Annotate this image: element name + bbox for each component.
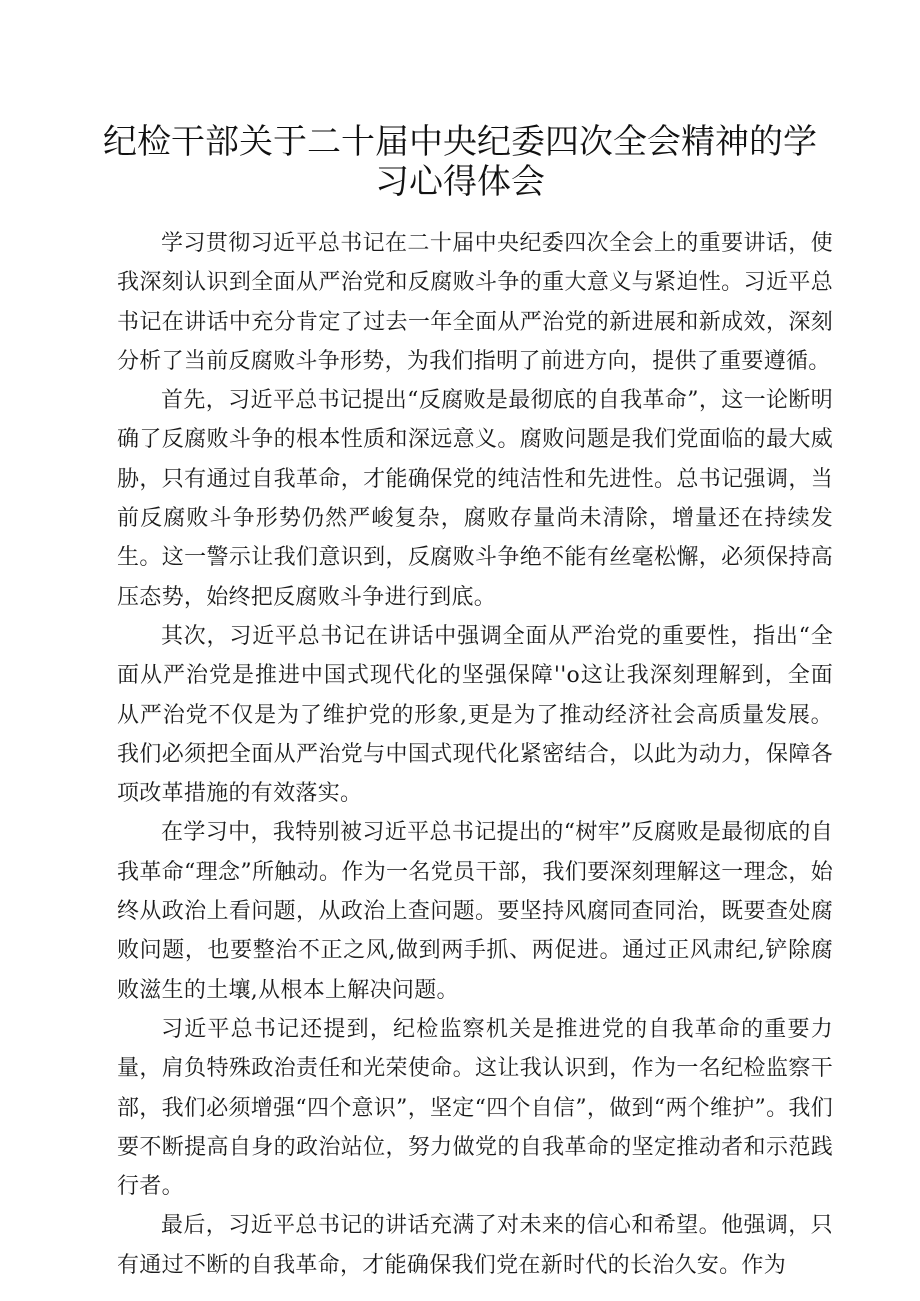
- paragraph: 最后，习近平总书记的讲话充满了对未来的信心和希望。他强调，只有通过不断的自我革命，才能确保我们党在新时代的长治久安。作为: [117, 1213, 833, 1278]
- document-title: 纪检干部关于二十届中央纪委四次全会精神的学习心得体会: [103, 122, 817, 202]
- paragraph: 其次，习近平总书记在讲话中强调全面从严治党的重要性，指出“全面从严治党是推进中国式现代化的坚强保障''o这让我深刻理解到，全面从严治党不仅是为了维护党的形象,更是为了推动经济社会高质量发展。我们必须把全面从严治党与中国式现代化紧密结合，以此为动力，保障各项改革措施的有效落实。: [117, 623, 833, 807]
- paragraph: 首先，习近平总书记提出“反腐败是最彻底的自我革命”，这一论断明确了反腐败斗争的根本性质和深远意义。腐败问题是我们党面临的最大威胁，只有通过自我革命，才能确保党的纯洁性和先进性。总书记强调，当前反腐败斗争形势仍然严峻复杂，腐败存量尚未清除，增量还在持续发生。这一警示让我们意识到，反腐败斗争绝不能有丝毫松懈，必须保持高压态势，始终把反腐败斗争进行到底。: [117, 388, 833, 610]
- document-body: [117, 224, 833, 1285]
- paragraph: 在学习中，我特别被习近平总书记提出的“树牢”反腐败是最彻底的自我革命“理念”所触动。作为一名党员干部，我们要深刻理解这一理念，始终从政治上看问题，从政治上查问题。要坚持风腐同查同治，既要查处腐败问题，也要整治不正之风,做到两手抓、两促进。通过正风肃纪,铲除腐败滋生的土壤,从根本上解决问题。: [117, 820, 833, 1003]
- paragraph: 学习贯彻习近平总书记在二十届中央纪委四次全会上的重要讲话，使我深刻认识到全面从严治党和反腐败斗争的重大意义与紧迫性。习近平总书记在讲话中充分肯定了过去一年全面从严治党的新进展和新成效，深刻分析了当前反腐败斗争形势，为我们指明了前进方向，提供了重要遵循。: [117, 231, 833, 374]
- paragraph: 习近平总书记还提到，纪检监察机关是推进党的自我革命的重要力量，肩负特殊政治责任和光荣使命。这让我认识到，作为一名纪检监察干部，我们必须增强“四个意识”，坚定“四个自信”，做到“两个维护”。我们要不断提高自身的政治站位，努力做党的自我革命的坚定推动者和示范践行者。: [117, 1016, 833, 1200]
